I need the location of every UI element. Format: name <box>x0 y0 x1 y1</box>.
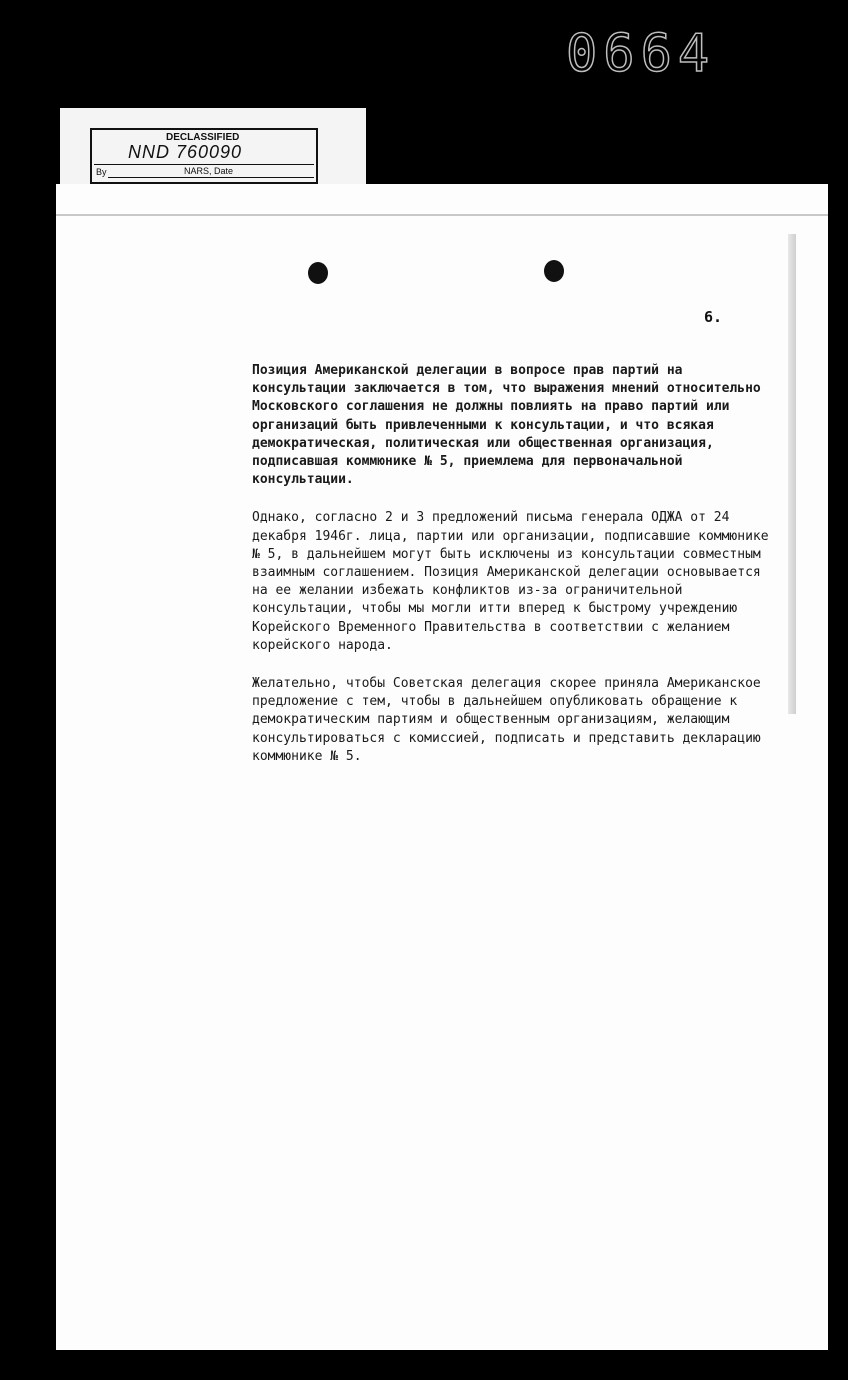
paragraph: Желательно, чтобы Советская делегация скорее приняла Американское предложение с тем, чтобы в дальнейшем опубликовать обращение к демократическим партиям и общественным организациям, желающим консультироваться с комиссией, подписать и представить декларацию коммюнике № 5. <box>252 676 761 764</box>
stamp-rule <box>108 177 314 178</box>
paragraph: Позиция Американской делегации в вопросе прав партий на консультации заключается в том, что выражения мнений относительно Московского соглашения не должны повлиять на право партий или организаций быть привлеченными к консультации, и что всякая демократическая, политическая или общественная организация, подписавшая коммюнике № 5, приемлема для первоначальной консультации. <box>252 363 761 488</box>
nars-date-label: NARS, Date <box>184 166 234 176</box>
paragraph: Однако, согласно 2 и 3 предложений письма генерала ОДЖА от 24 декабря 1946г. лица, партии или организации, подписавшие коммюнике № 5, в дальнейшем могут быть исключены из консультации совместным взаимным соглашением. Позиция Американской делегации основывается на ее желании избежать конфликтов из-за ограничительной консультации, чтобы мы могли итти вперед к быстрому учреждению Корейского Временного Правительства в соответствии с желанием корейского народа. <box>252 510 769 653</box>
document-body <box>252 362 772 786</box>
declassification-slip <box>60 108 366 194</box>
by-label: By <box>96 167 107 177</box>
frame-number: 0664 <box>566 24 716 84</box>
declassification-authority: NND 760090 <box>128 142 243 162</box>
page-number: 6. <box>704 308 723 326</box>
stamp-rule <box>94 164 314 165</box>
declassified-label: DECLASSIFIED <box>166 132 240 143</box>
page-fold-edge <box>56 214 828 216</box>
page-shadow <box>788 234 796 714</box>
punch-hole <box>308 262 328 284</box>
declassification-stamp <box>90 128 318 184</box>
document-page <box>56 184 828 1350</box>
punch-hole <box>544 260 564 282</box>
